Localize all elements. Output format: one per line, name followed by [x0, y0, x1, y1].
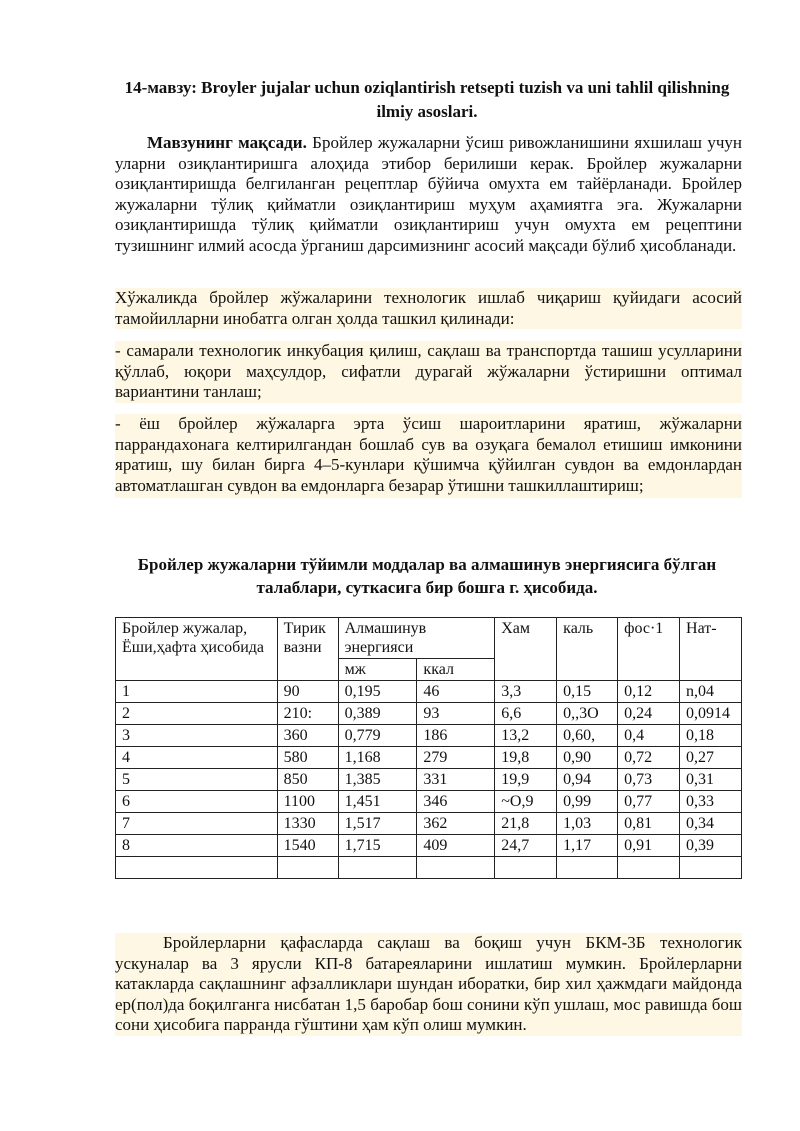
table-cell: 0,90 [557, 747, 618, 769]
table-cell: 1,168 [338, 747, 417, 769]
intro-lead: Мавзунинг мақсади. [147, 133, 307, 152]
table-row [116, 769, 742, 791]
table-cell: 0,195 [338, 681, 417, 703]
table-row [116, 835, 742, 857]
table-row [116, 813, 742, 835]
header-sodium: Нат- [680, 618, 742, 681]
table-cell: 1,17 [557, 835, 618, 857]
table-cell: 0,0914 [680, 703, 742, 725]
table-cell: 0,73 [618, 769, 680, 791]
intro-text: Бройлер жужаларни ўсиш ривожланишини яхшилаш учун уларни озиқлантиришга алоҳида этибор берилиши керак. Бройлер жужаларни озиқлантиришда белгиланган рецептлар бўйича омухта ем тайёрланади. Бройлер жужаларни тўлиқ қийматли озиқлантириш муҳум аҳамиятга эга. Жужаларни озиқлантиришда тўлиқ қийматли озиқлантириш учун омухта ем рецептини тузишнинг илмий асосда ўрганиш дарсимизнинг асосий мақсади бўлиб ҳисобланади. [115, 133, 742, 255]
table-cell: 6,6 [495, 703, 557, 725]
table-cell: 1100 [277, 791, 338, 813]
table-cell: ~O,9 [495, 791, 557, 813]
table-cell: 1,715 [338, 835, 417, 857]
table-cell: 331 [417, 769, 495, 791]
table-cell: 5 [116, 769, 278, 791]
header-kcal: ккал [417, 659, 495, 681]
table-cell: 360 [277, 725, 338, 747]
table-cell: 346 [417, 791, 495, 813]
table-cell: 19,8 [495, 747, 557, 769]
table-cell: 19,9 [495, 769, 557, 791]
header-energy: Алмашинув энергияси [338, 618, 495, 659]
table-row [116, 791, 742, 813]
table-cell: 0,389 [338, 703, 417, 725]
table-row [116, 681, 742, 703]
table-cell: 0,24 [618, 703, 680, 725]
table-cell: n,04 [680, 681, 742, 703]
header-age: Бройлер жужалар, Ёши,ҳафта ҳисобида [116, 618, 278, 681]
header-calcium: каль [557, 618, 618, 681]
table-header-row [116, 618, 742, 659]
table-cell: 0,99 [557, 791, 618, 813]
table-cell: 0,34 [680, 813, 742, 835]
table-cell: 0,81 [618, 813, 680, 835]
table-cell: 90 [277, 681, 338, 703]
table-cell: 0,77 [618, 791, 680, 813]
table-cell: 0,72 [618, 747, 680, 769]
table-cell: 6 [116, 791, 278, 813]
table-cell: 0,15 [557, 681, 618, 703]
table-cell: 1,517 [338, 813, 417, 835]
table-cell: 1,451 [338, 791, 417, 813]
table-cell: 2 [116, 703, 278, 725]
table-cell: 409 [417, 835, 495, 857]
table-cell: 0,39 [680, 835, 742, 857]
table-caption: Бройлер жужаларни тўйимли моддалар ва алмашинув энергиясига бўлган талаблари, суткасига бир бошга г. ҳисобида. [137, 555, 717, 597]
table-cell: 0,18 [680, 725, 742, 747]
table-cell: 0,,3O [557, 703, 618, 725]
principle-item-1: - самарали технологик инкубация қилиш, сақлаш ва транспортда ташиш усулларини қўллаб, юқори маҳсулдор, сифатли дурагай жўжаларни ўстиришни оптимал вариантини танлаш; [115, 341, 742, 401]
table-cell: 0,12 [618, 681, 680, 703]
table-row [116, 703, 742, 725]
table-cell: 46 [417, 681, 495, 703]
table-cell: 93 [417, 703, 495, 725]
table-cell: 0,33 [680, 791, 742, 813]
table-cell: 362 [417, 813, 495, 835]
table-cell: 13,2 [495, 725, 557, 747]
table-cell: 1540 [277, 835, 338, 857]
table-cell: 1330 [277, 813, 338, 835]
table-cell: 0,27 [680, 747, 742, 769]
table-cell: 21,8 [495, 813, 557, 835]
header-mj: мж [338, 659, 417, 681]
header-weight: Тирик вазни [277, 618, 338, 681]
topic-title: 14-мавзу: Broyler jujalar uchun oziqlantirish retsepti tuzish va uni tahlil qilishning ilmiy asoslari. [124, 78, 730, 121]
table-empty-row [116, 857, 742, 879]
table-cell: 279 [417, 747, 495, 769]
table-cell: 0,91 [618, 835, 680, 857]
requirements-table [115, 617, 742, 879]
header-protein: Хам [495, 618, 557, 681]
header-phosphorus: фос·1 [618, 618, 680, 681]
table-cell: 0,60, [557, 725, 618, 747]
cage-paragraph: Бройлерларни қафасларда сақлаш ва боқиш учун БКМ-3Б технологик ускуналар ва 3 ярусли КП-8 батареяларини ишлатиш мумкин. Бройлерларни катакларда сақлашнинг афзалликлари шундан иборатки, бир хил ҳажмдаги майдонда ер(пол)да боқилганга нисбатан 1,5 баробар бош сонини кўп ушлаш, мос равишда бош сони ҳисобига парранда гўштини ҳам кўп олиш мумкин. [115, 933, 742, 1034]
table-cell: 210: [277, 703, 338, 725]
table-cell: 1,385 [338, 769, 417, 791]
table-cell: 4 [116, 747, 278, 769]
table-cell: 3 [116, 725, 278, 747]
table-cell: 850 [277, 769, 338, 791]
intro-paragraph [115, 133, 742, 256]
table-row [116, 725, 742, 747]
table-cell: 0,4 [618, 725, 680, 747]
table-cell: 24,7 [495, 835, 557, 857]
table-cell: 580 [277, 747, 338, 769]
principle-item-2: - ёш бройлер жўжаларга эрта ўсиш шароитларини яратиш, жўжаларни паррандахонага келтирилгандан бошлаб сув ва озуқага бемалол етишиш имконини яратиш, шу билан бирга 4–5-кунлари қўшимча қўйилган сувдон ва емдонлардан автоматлашган сувдон ва емдонларга безарар ўтишни ташкиллаштириш; [115, 414, 742, 498]
principles-paragraph: Хўжаликда бройлер жўжаларини технологик ишлаб чиқариш қуйидаги асосий тамойилларни инобатга олган ҳолда ташкил қилинади: [115, 288, 742, 328]
table-cell: 186 [417, 725, 495, 747]
table-cell: 8 [116, 835, 278, 857]
table-cell: 0,94 [557, 769, 618, 791]
table-cell: 1,03 [557, 813, 618, 835]
table-cell: 7 [116, 813, 278, 835]
table-cell: 0,31 [680, 769, 742, 791]
table-row [116, 747, 742, 769]
table-cell: 1 [116, 681, 278, 703]
table-cell: 0,779 [338, 725, 417, 747]
table-cell: 3,3 [495, 681, 557, 703]
